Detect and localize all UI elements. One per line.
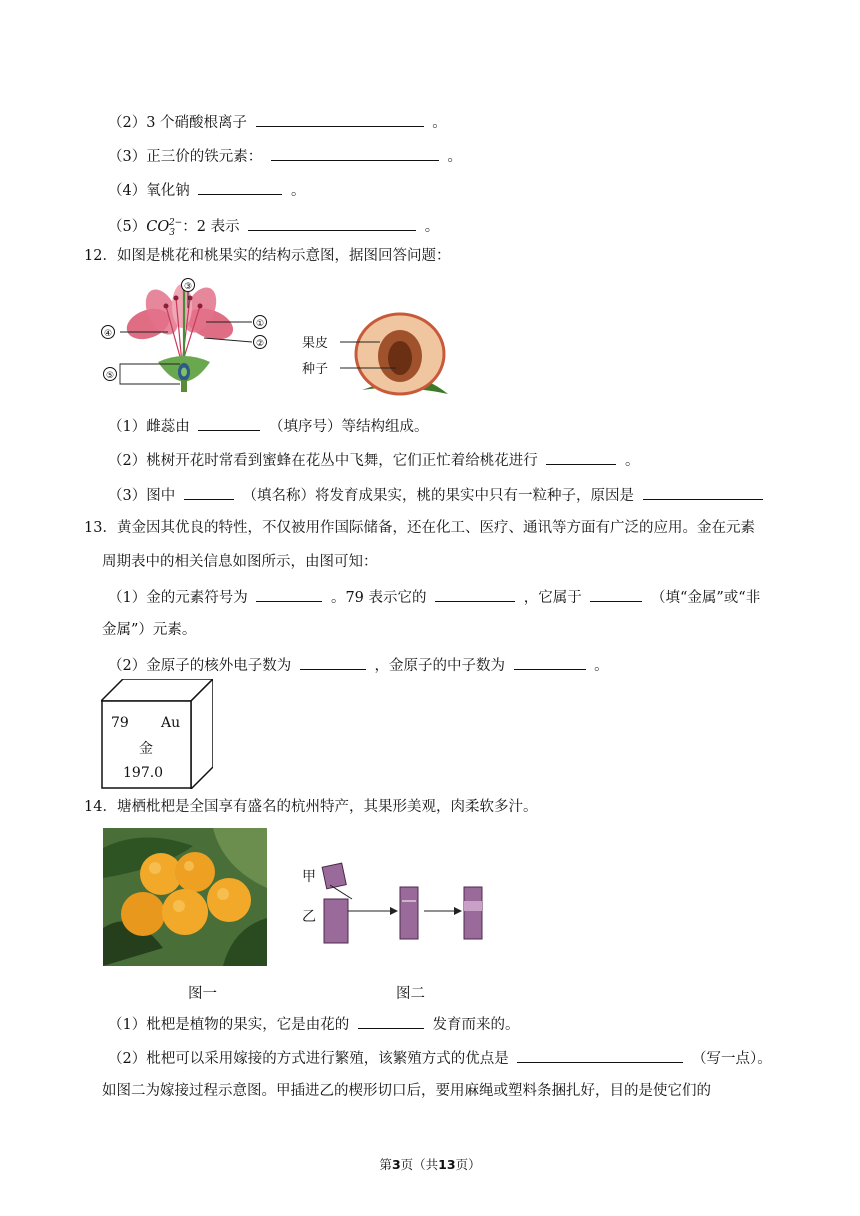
answer-blank[interactable] <box>517 1047 683 1063</box>
q14-part2: （2）枇杷可以采用嫁接的方式进行繁殖，该繁殖方式的优点是 （写一点）。 <box>108 1047 772 1069</box>
answer-blank[interactable] <box>300 654 366 670</box>
flower-label-4: ④ <box>103 329 113 339</box>
answer-blank[interactable] <box>198 415 260 431</box>
figure2-caption: 图二 <box>396 986 425 1002</box>
q12-part1: （1）雌蕊由 （填序号）等结构组成。 <box>108 415 428 437</box>
peach-fruit-diagram <box>300 312 452 396</box>
q13-part2: （2）金原子的核外电子数为 ，金原子的中子数为 。 <box>108 654 609 676</box>
answer-blank[interactable] <box>590 586 642 602</box>
q14-part1: （1）枇杷是植物的果实，它是由花的 发育而来的。 <box>108 1013 519 1035</box>
q11-part5: $(5)CO_3^{2-}$：2 表示 。 <box>108 213 439 243</box>
page-number: 3 <box>391 1157 401 1172</box>
q12-part2: （2）桃树开花时常看到蜜蜂在花丛中飞舞，它们正忙着给桃花进行 。 <box>108 449 639 471</box>
element-name: 金 <box>139 741 153 757</box>
answer-blank[interactable] <box>256 111 424 127</box>
fruit-label-peel: 果皮 <box>302 336 329 351</box>
flower-label-5: ⑤ <box>105 371 115 381</box>
peach-flower-diagram <box>100 276 270 394</box>
element-symbol: Au <box>161 715 181 731</box>
atomic-number: 79 <box>111 715 129 731</box>
graft-label-scion: 甲 <box>302 869 316 885</box>
atomic-mass: 197.0 <box>123 765 164 781</box>
carbonate-formula: $CO_3^{2-}$ <box>146 218 183 238</box>
page-footer: 第3页（共13页） <box>379 1157 481 1172</box>
fruit-label-seed: 种子 <box>302 362 329 377</box>
q12-stem: 12．如图是桃花和桃果实的结构示意图，据图回答问题： <box>84 248 451 264</box>
gold-element-tile <box>101 679 213 789</box>
flower-label-2: ② <box>255 339 265 349</box>
graft-label-stock: 乙 <box>302 909 316 925</box>
answer-blank[interactable] <box>546 449 616 465</box>
answer-blank[interactable] <box>514 654 586 670</box>
answer-blank[interactable] <box>643 484 763 500</box>
q14-stem: 14．塘栖枇杷是全国享有盛名的杭州特产，其果形美观，肉柔软多汁。 <box>84 799 538 815</box>
page-total: 13 <box>438 1157 456 1172</box>
figure1-caption: 图一 <box>188 986 217 1002</box>
answer-blank[interactable] <box>184 484 234 500</box>
q14-part2-cont: 如图二为嫁接过程示意图。甲插进乙的楔形切口后，要用麻绳或塑料条捆扎好，目的是使它们的 <box>102 1083 711 1099</box>
answer-blank[interactable] <box>358 1013 424 1029</box>
loquat-photo <box>103 828 267 966</box>
q11-part2: （2）3 个硝酸根离子 。 <box>108 111 447 133</box>
q13-stem-line1: 13．黄金因其优良的特性，不仅被用作国际储备，还在化工、医疗、通讯等方面有广泛的应用。金在元素 <box>84 520 755 536</box>
q11-part4: （4）氧化钠 。 <box>108 179 305 201</box>
answer-blank[interactable] <box>271 145 439 161</box>
q13-part1: （1）金的元素符号为 。79 表示它的 ，它属于 （填“金属”或“非 <box>108 586 760 608</box>
answer-blank[interactable] <box>198 179 282 195</box>
q13-stem-line2: 周期表中的相关信息如图所示，由图可知： <box>102 554 378 570</box>
answer-blank[interactable] <box>256 586 322 602</box>
flower-label-3: ③ <box>183 282 193 292</box>
q13-part1-cont: 金属”）元素。 <box>102 622 197 638</box>
q11-part3: （3）正三价的铁元素： 。 <box>108 145 462 167</box>
answer-blank[interactable] <box>435 586 515 602</box>
grafting-diagram <box>300 855 496 947</box>
flower-label-1: ① <box>255 319 265 329</box>
answer-blank[interactable] <box>248 215 416 231</box>
q12-part3: （3）图中 （填名称）将发育成果实，桃的果实中只有一粒种子，原因是 <box>108 484 767 506</box>
